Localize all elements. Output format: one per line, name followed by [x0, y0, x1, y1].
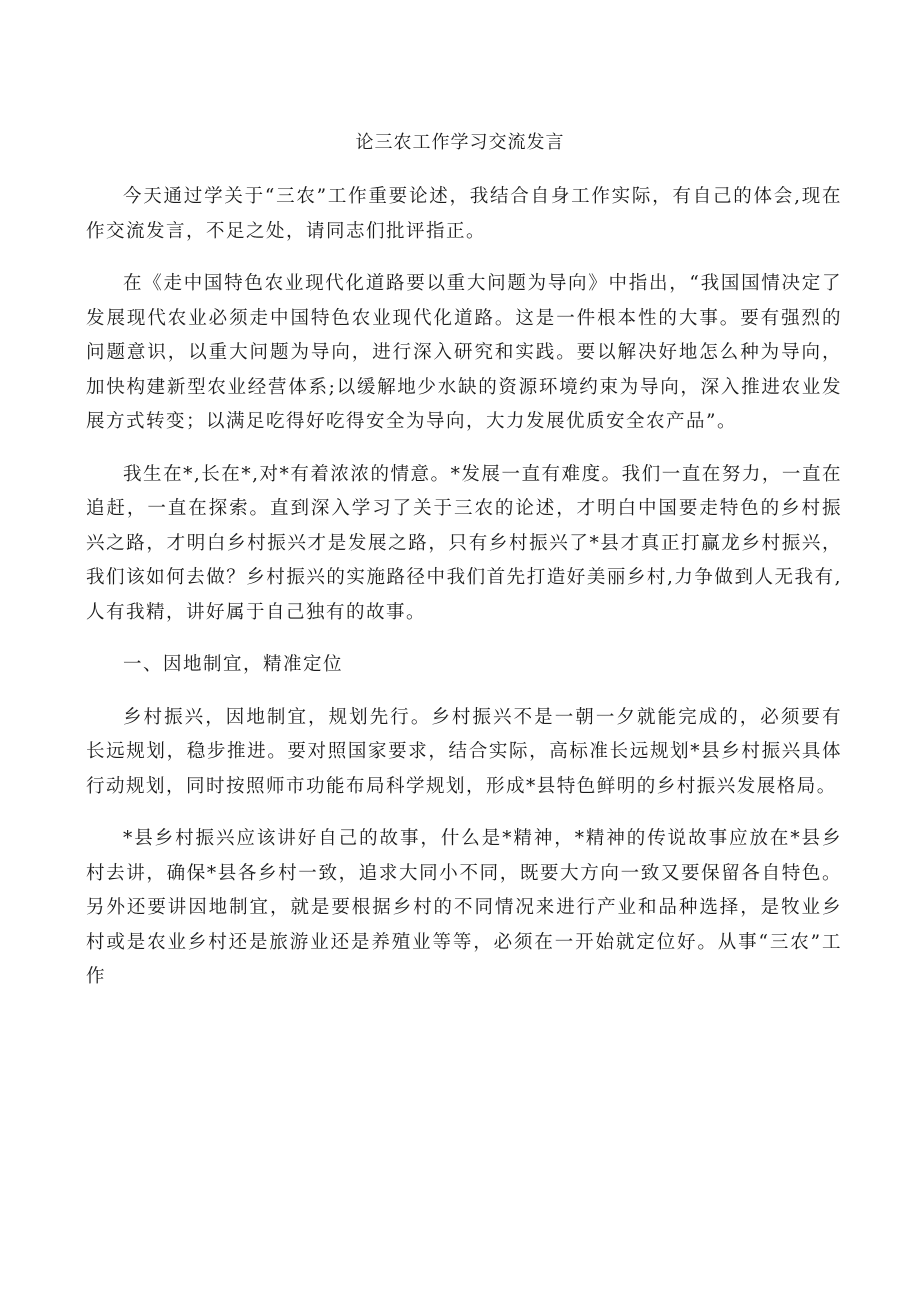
paragraph-quote: 在《走中国特色农业现代化道路要以重大问题为导向》中指出，“我国国情决定了发展现代农业必须走中国特色农业现代化道路。这是一件根本性的大事。要有强烈的问题意识，以重大问题为导向，进行深入研究和实践。要以解决好地怎么种为导向，加快构建新型农业经营体系;以缓解地少水缺的资源环境约束为导向，深入推进农业发展方式转变；以满足吃得好吃得安全为导向，大力发展优质安全农产品”。 [86, 273, 842, 432]
section-heading: 一、因地制宜，精准定位 [123, 654, 344, 675]
document-title: 论三农工作学习交流发言 [355, 132, 565, 153]
paragraph-story: *县乡村振兴应该讲好自己的故事，什么是*精神，*精神的传说故事应放在*县乡村去讲，确保*县各乡村一致，追求大同小不同，既要大方向一致又要保留各自特色。另外还要讲因地制宜，就是要根据乡村的不同情况来进行产业和品种选择，是牧业乡村或是农业乡村还是旅游业还是养殖业等等，必须在一开始就定位好。从事“三农”工作 [86, 828, 842, 987]
paragraph-intro: 今天通过学关于“三农”工作重要论述，我结合自身工作实际，有自己的体会,现在作交流发言，不足之处，请同志们批评指正。 [86, 186, 842, 242]
document-body [86, 180, 842, 1013]
paragraph-planning: 乡村振兴，因地制宜，规划先行。乡村振兴不是一朝一夕就能完成的，必须要有长远规划，稳步推进。要对照国家要求，结合实际，高标准长远规划*县乡村振兴具体行动规划，同时按照师市功能布局科学规划，形成*县特色鲜明的乡村振兴发展格局。 [86, 706, 842, 797]
paragraph-personal: 我生在*,长在*,对*有着浓浓的情意。*发展一直有难度。我们一直在努力，一直在追赶，一直在探索。直到深入学习了关于三农的论述，才明白中国要走特色的乡村振兴之路，才明白乡村振兴才是发展之路，只有乡村振兴了*县才真正打赢龙乡村振兴，我们该如何去做？乡村振兴的实施路径中我们首先打造好美丽乡村,力争做到人无我有,人有我精，讲好属于自己独有的故事。 [86, 463, 842, 623]
